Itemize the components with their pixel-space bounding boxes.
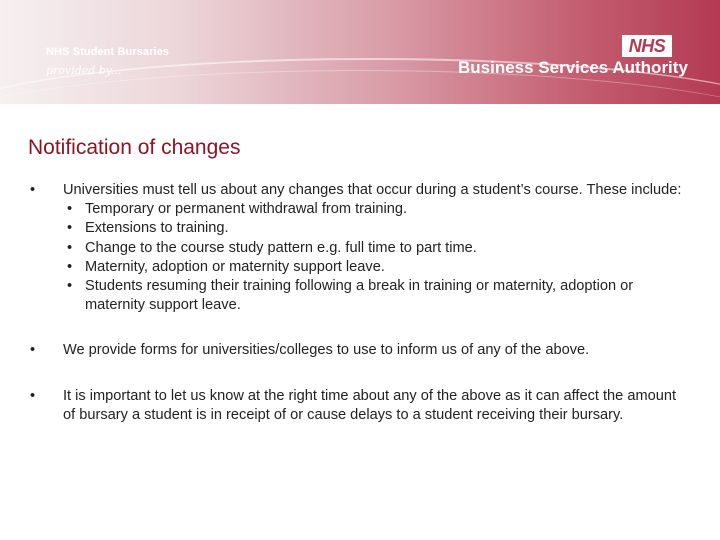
bullet-icon: •	[67, 278, 73, 295]
bullet-text: We provide forms for universities/colleges to use to inform us of any of the above.	[63, 342, 590, 359]
bullet-icon: •	[30, 182, 36, 198]
brand-tagline: provided by...	[46, 64, 122, 77]
bullet-icon: •	[30, 387, 36, 404]
bullet-icon: •	[67, 201, 73, 218]
bullet-icon: •	[30, 342, 36, 359]
bullet-text: Universities must tell us about any changes that occur during a student’s course. These include:	[63, 182, 682, 198]
sub-list-item: • Temporary or permanent withdrawal from training.	[63, 200, 692, 219]
slide-content	[28, 181, 692, 425]
sub-list-item: • Students resuming their training following a break in training or maternity, adoption or maternity support leave.	[67, 278, 634, 314]
sub-list-item: • Maternity, adoption or maternity support leave.	[63, 258, 692, 277]
sub-list-item: • Extensions to training.	[63, 219, 692, 238]
bullet-icon: •	[67, 220, 73, 237]
brand-name: NHS Student Bursaries	[46, 46, 170, 58]
bullet-icon: •	[67, 258, 73, 275]
sub-list	[63, 200, 692, 315]
list-item	[28, 341, 692, 360]
header-banner	[0, 0, 720, 104]
list-item	[28, 387, 692, 425]
list-item	[28, 181, 692, 315]
sub-list-item: • Change to the course study pattern e.g. full time to part time.	[63, 239, 692, 258]
organisation-name: Business Services Authority	[458, 58, 688, 77]
nhs-logo: NHS	[622, 35, 672, 57]
bullet-icon: •	[67, 239, 73, 256]
page-title: Notification of changes	[28, 136, 241, 159]
bullet-text: It is important to let us know at the right time about any of the above as it can affect the amount of bursary a student is in receipt of or cause delays to a student receiving their bursary.	[63, 387, 677, 423]
